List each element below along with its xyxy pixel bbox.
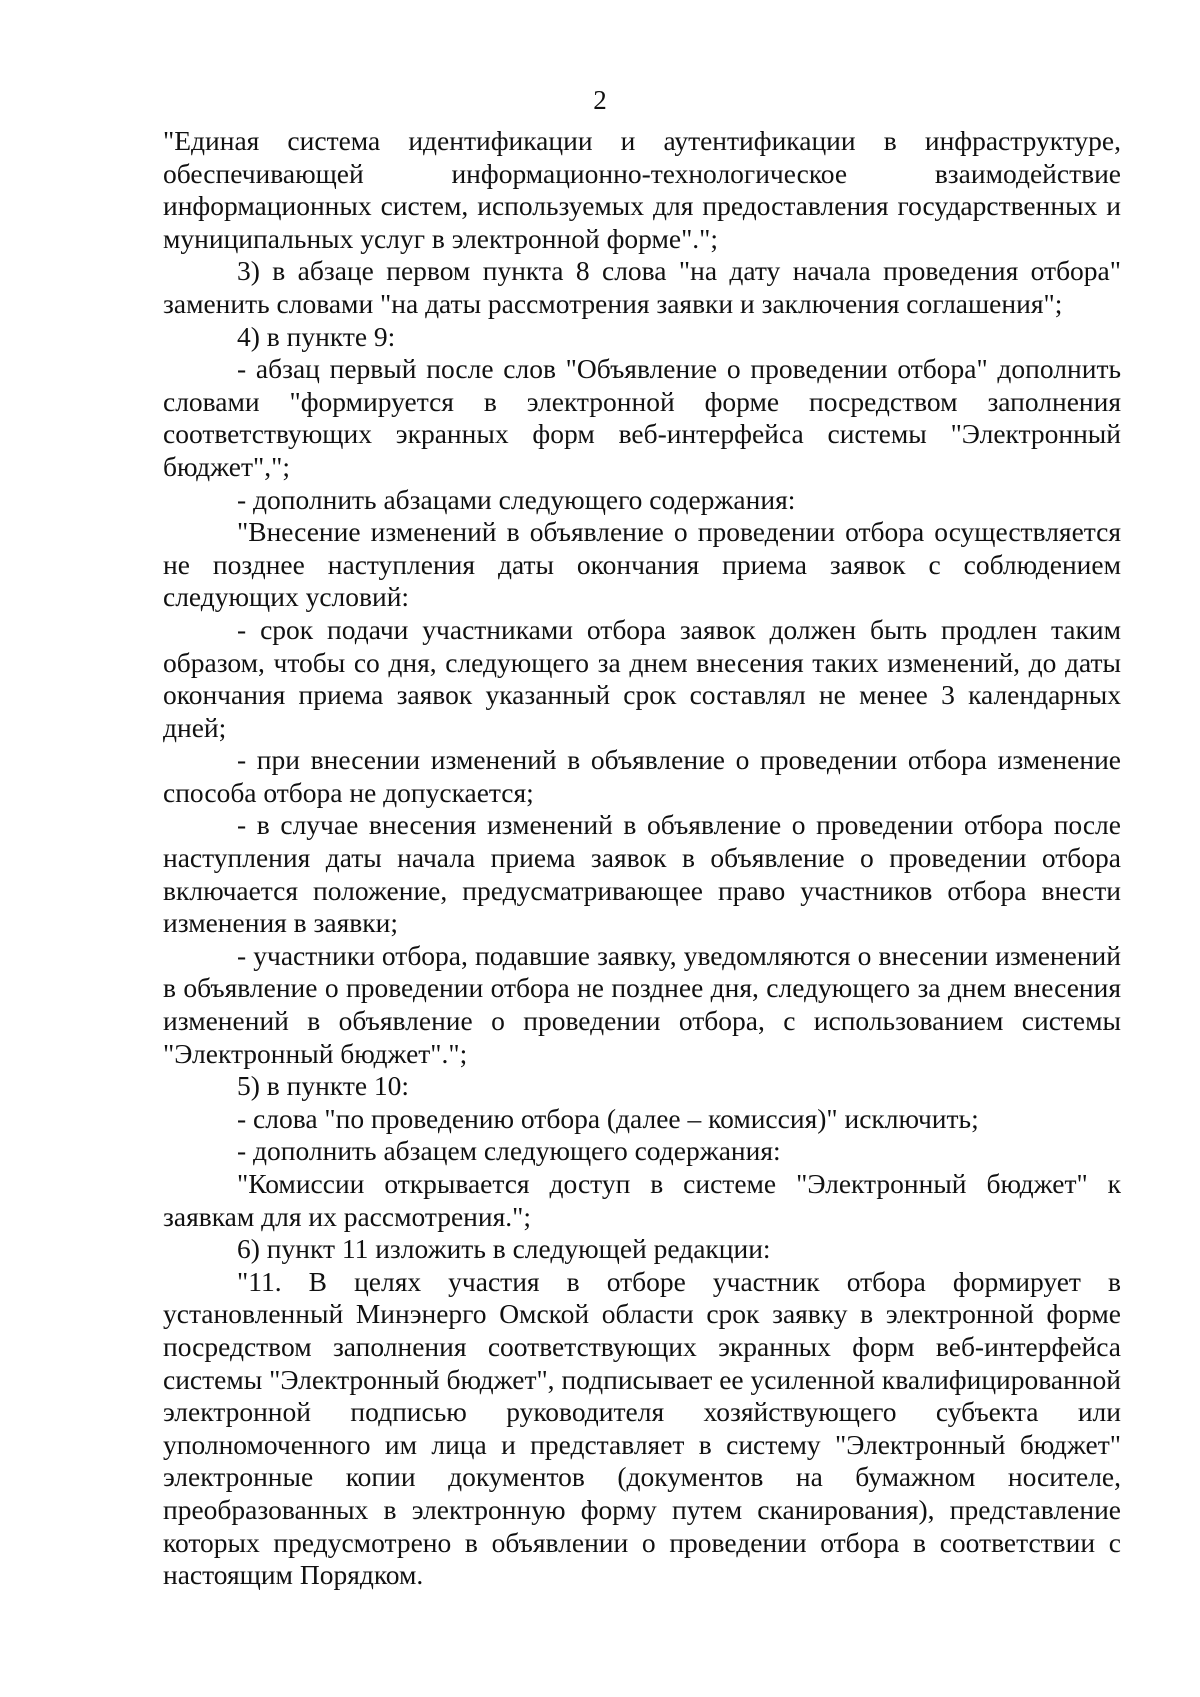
paragraph-item-5: 5) в пункте 10: [237, 1070, 410, 1102]
paragraph-item-4-sub-2: - дополнить абзацами следующего содержания: [237, 483, 796, 515]
paragraph-continuation: "Единая система идентификации и аутентификации в инфраструктуре, обеспечивающей информационно-технологическое взаимодействие информационных систем, используемых для предоставления государственных и муниципальных услуг в электронной форме"."; [163, 125, 1121, 254]
page-number: 2 [593, 85, 607, 115]
paragraph-point-11: "11. В целях участия в отборе участник отбора формирует в установленный Минэнерго Омской области срок заявку в электронной форме посредством заполнения соответствующих экранных форм веб-интерфейса системы "Электронный бюджет", подписывает ее усиленной квалифицированной электронной подписью руководителя хозяйствующего субъекта или уполномоченного им лица и представляет в систему "Электронный бюджет" электронные копии документов (документов на бумажном носителе, преобразованных в электронную форму путем сканирования), представление которых предусмотрено в объявлении о проведении отбора в соответствии с настоящим Порядком. [163, 1265, 1121, 1591]
paragraph-item-5-sub-2: - дополнить абзацем следующего содержания: [237, 1135, 781, 1167]
paragraph-item-6: 6) пункт 11 изложить в следующей редакции: [237, 1233, 771, 1265]
document-body [163, 125, 1121, 1592]
paragraph-condition-2: - при внесении изменений в объявление о проведении отбора изменение способа отбора не допускается; [163, 744, 1121, 808]
paragraph-item-3: 3) в абзаце первом пункта 8 слова "на дату начала проведения отбора" заменить словами "на даты рассмотрения заявки и заключения соглашения"; [163, 255, 1121, 319]
paragraph-item-4: 4) в пункте 9: [237, 320, 396, 352]
paragraph-quote-changes: "Внесение изменений в объявление о проведении отбора осуществляется не позднее наступления даты окончания приема заявок с соблюдением следующих условий: [163, 516, 1121, 613]
paragraph-condition-3: - в случае внесения изменений в объявление о проведении отбора после наступления даты начала приема заявок в объявление о проведении отбора включается положение, предусматривающее право участников отбора внести изменения в заявки; [163, 809, 1121, 939]
paragraph-commission-access: "Комиссии открывается доступ в системе "Электронный бюджет" к заявкам для их рассмотрения."; [163, 1168, 1121, 1232]
paragraph-condition-1: - срок подачи участниками отбора заявок должен быть продлен таким образом, чтобы со дня, следующего за днем внесения таких изменений, до даты окончания приема заявок указанный срок составлял не менее 3 календарных дней; [163, 613, 1121, 743]
paragraph-item-4-sub-1: - абзац первый после слов "Объявление о проведении отбора" дополнить словами "формируется в электронной форме посредством заполнения соответствующих экранных форм веб-интерфейса системы "Электронный бюджет","; [163, 353, 1121, 482]
paragraph-item-5-sub-1: - слова "по проведению отбора (далее – комиссия)" исключить; [237, 1102, 979, 1134]
paragraph-condition-4: - участники отбора, подавшие заявку, уведомляются о внесении изменений в объявление о проведении отбора не позднее дня, следующего за днем внесения изменений в объявление о проведении отбора, с использованием системы "Электронный бюджет"."; [163, 939, 1121, 1069]
